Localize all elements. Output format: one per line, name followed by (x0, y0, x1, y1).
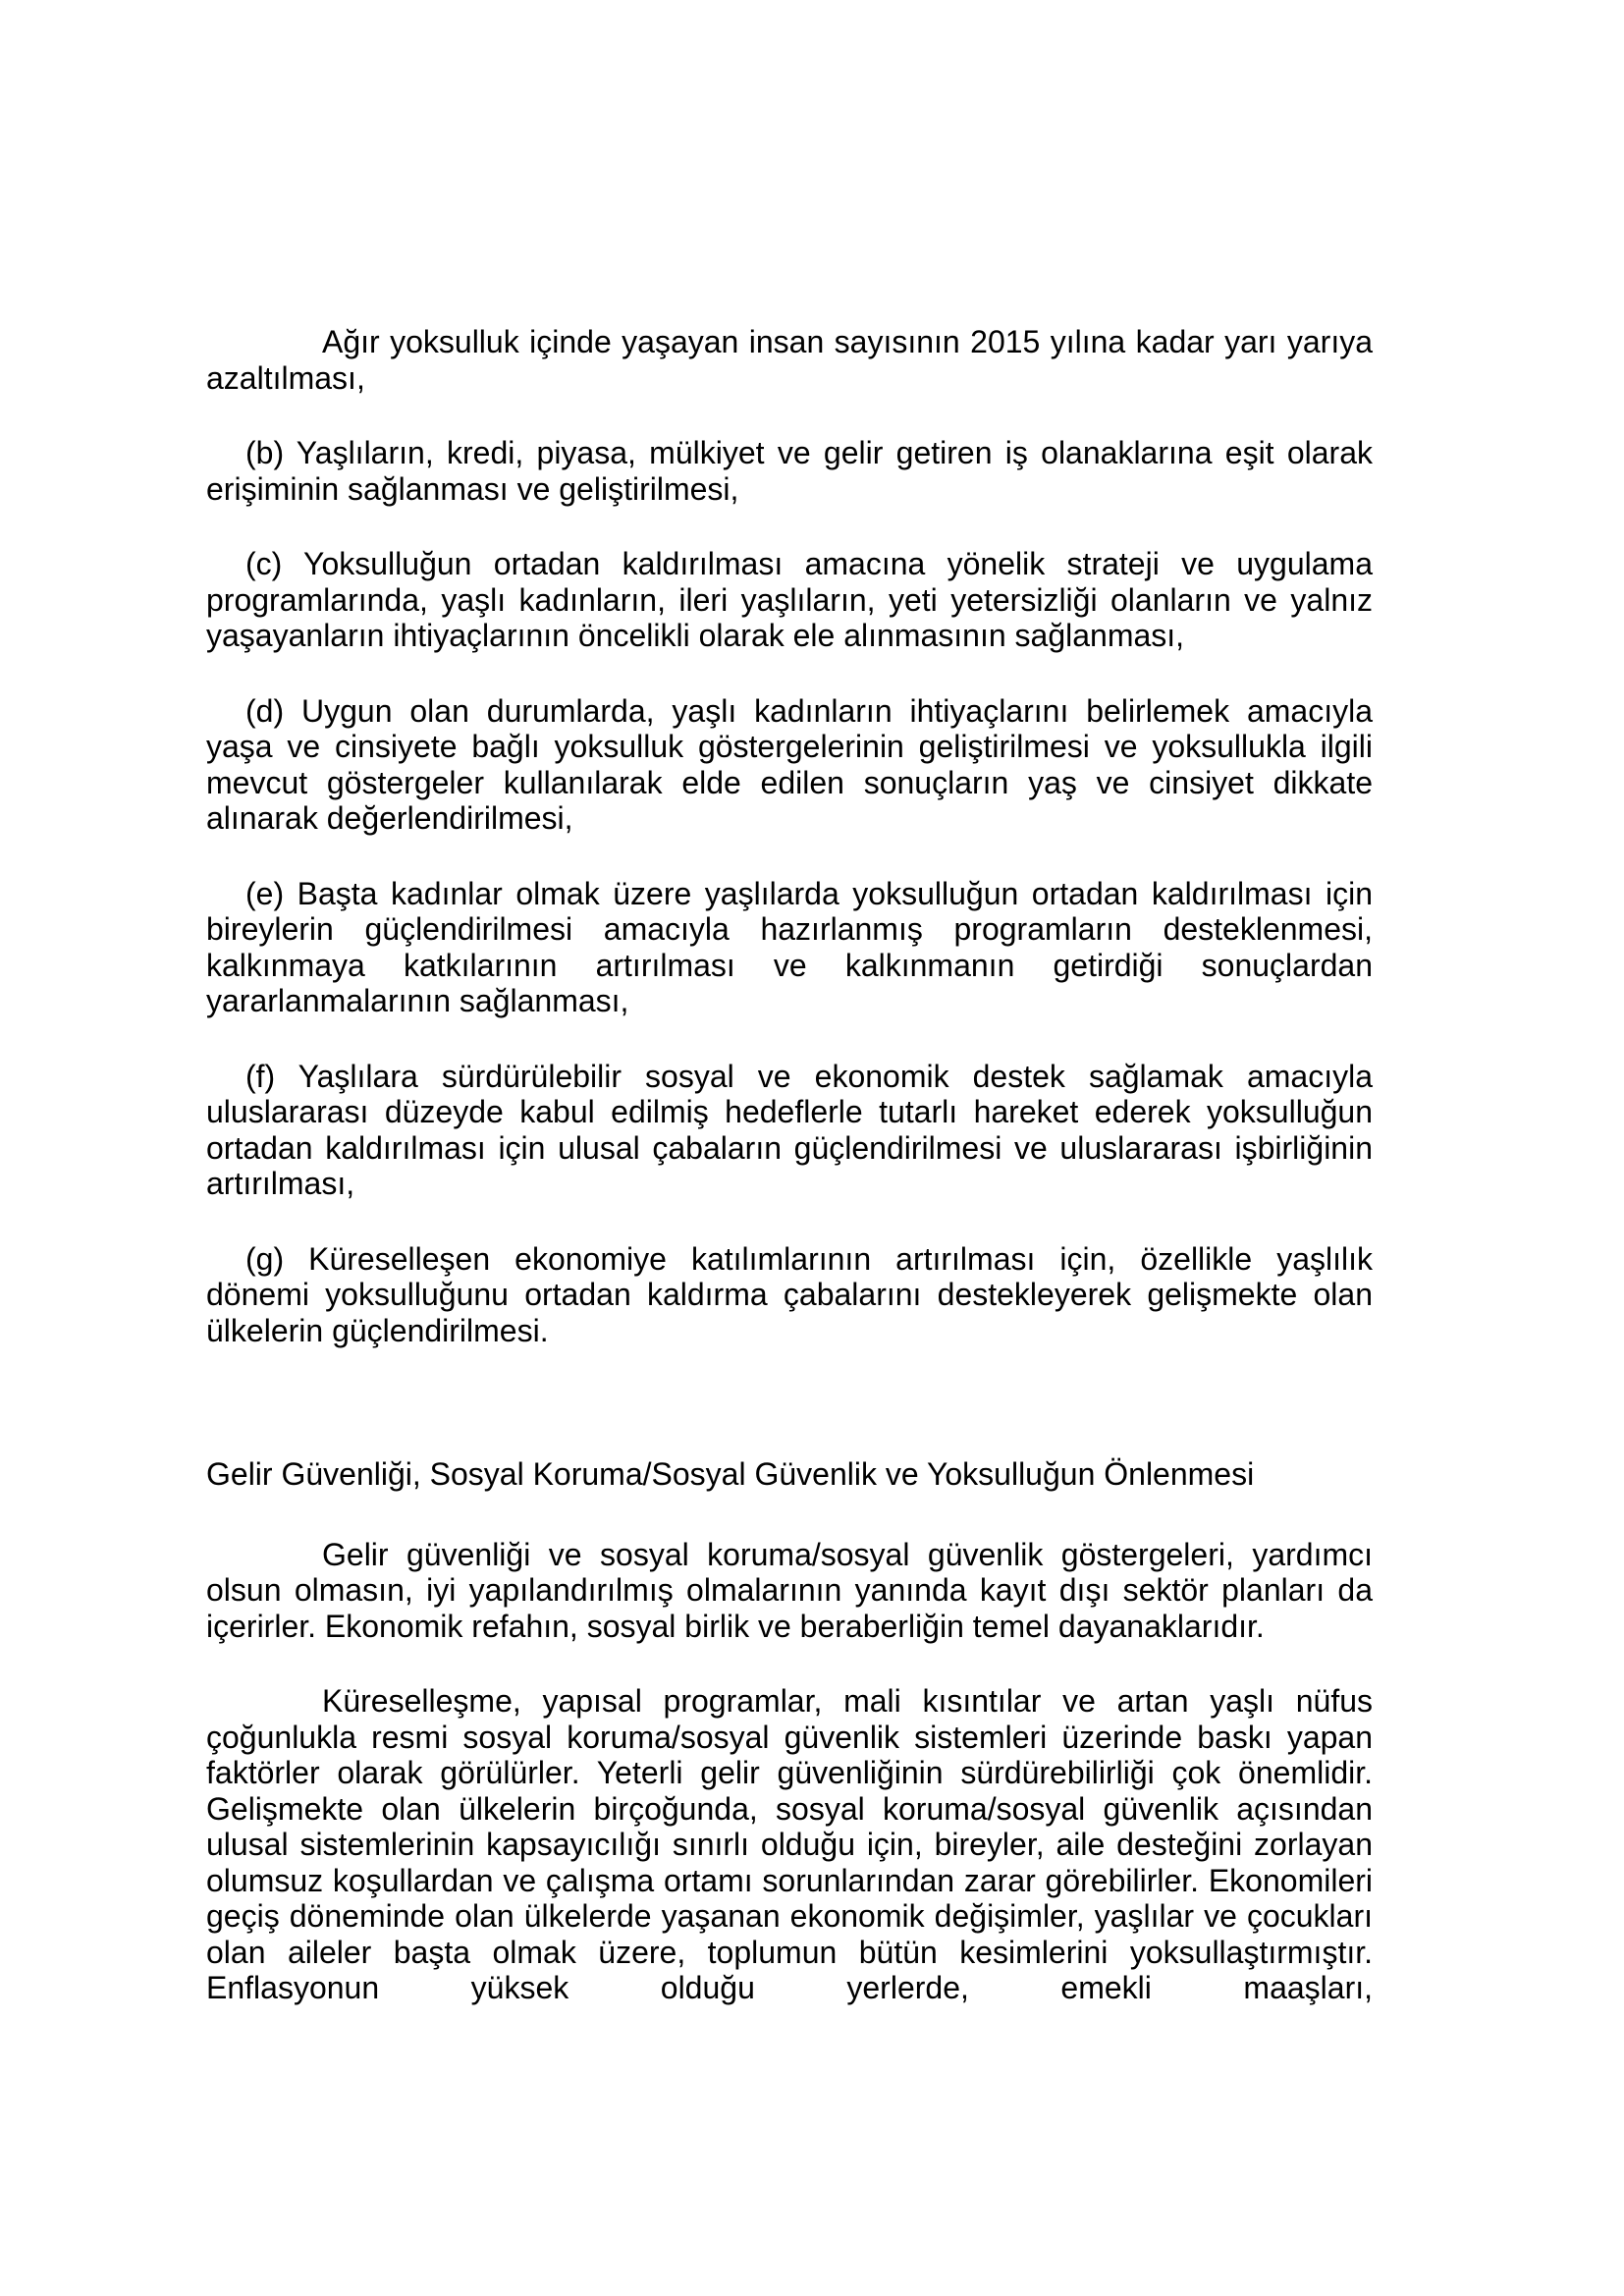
list-item-e: (e) Başta kadınlar olmak üzere yaşlılarda yoksulluğun ortadan kaldırılması için bireylerin güçlendirilmesi amacıyla hazırlanmış programların desteklenmesi, kalkınmaya katkılarının artırılması ve kalkınmanın getirdiği sonuçlardan yararlanmalarının sağlanması, (206, 875, 1373, 1018)
section-heading: Gelir Güvenliği, Sosyal Koruma/Sosyal Güvenlik ve Yoksulluğun Önlenmesi (206, 1456, 1255, 1492)
paragraph-income-security: Gelir güvenliği ve sosyal koruma/sosyal güvenlik göstergeleri, yardımcı olsun olmasın, iyi yapılandırılmış olmalarının yanında kayıt dışı sektör planları da içerirler. Ekonomik refahın, sosyal birlik ve beraberliğin temel dayanaklarıdır. (206, 1536, 1373, 1644)
list-item-d: (d) Uygun olan durumlarda, yaşlı kadınların ihtiyaçlarını belirlemek amacıyla yaşa ve cinsiyete bağlı yoksulluk göstergelerinin geliştirilmesi ve yoksullukla ilgili mevcut göstergeler kullanılarak elde edilen sonuçların yaş ve cinsiyet dikkate alınarak değerlendirilmesi, (206, 692, 1373, 836)
paragraph-goal-halving-poverty: Ağır yoksulluk içinde yaşayan insan sayısının 2015 yılına kadar yarı yarıya azaltılması, (206, 324, 1373, 396)
list-item-b: (b) Yaşlıların, kredi, piyasa, mülkiyet ve gelir getiren iş olanaklarına eşit olarak erişiminin sağlanması ve geliştirilmesi, (206, 435, 1373, 507)
list-item-c: (c) Yoksulluğun ortadan kaldırılması amacına yönelik strateji ve uygulama programlarında, yaşlı kadınların, ileri yaşlıların, yeti yetersizliği olanların ve yalnız yaşayanların ihtiyaçlarının öncelikli olarak ele alınmasının sağlanması, (206, 546, 1373, 653)
list-item-g: (g) Küreselleşen ekonomiye katılımlarının artırılması için, özellikle yaşlılık dönemi yoksulluğunu ortadan kaldırma çabalarını destekleyerek gelişmekte olan ülkelerin güçlendirilmesi. (206, 1240, 1373, 1348)
paragraph-globalization: Küreselleşme, yapısal programlar, mali kısıntılar ve artan yaşlı nüfus çoğunlukla resmi sosyal koruma/sosyal güvenlik sistemleri üzerinde baskı yapan faktörler olarak görülürler. Yeterli gelir güvenliğinin sürdürebilirliği çok önemlidir. Gelişmekte olan ülkelerin birçoğunda, sosyal koruma/sosyal güvenlik açısından ulusal sistemlerinin kapsayıcılığı sınırlı olduğu için, bireyler, aile desteğini zorlayan olumsuz koşullardan ve çalışma ortamı sorunlarından zarar görebilirler. Ekonomileri geçiş döneminde olan ülkelerde yaşanan ekonomik değişimler, yaşlılar ve çocukları olan aileler başta olmak üzere, toplumun bütün kesimlerini yoksullaştırmıştır. Enflasyonun yüksek olduğu yerlerde, emekli maaşları, (206, 1683, 1373, 2005)
list-item-f: (f) Yaşlılara sürdürülebilir sosyal ve ekonomik destek sağlamak amacıyla uluslararası düzeyde kabul edilmiş hedeflerle tutarlı hareket ederek yoksulluğun ortadan kaldırılması için ulusal çabaların güçlendirilmesi ve uluslararası işbirliğinin artırılması, (206, 1058, 1373, 1201)
document-content (206, 324, 1373, 2006)
